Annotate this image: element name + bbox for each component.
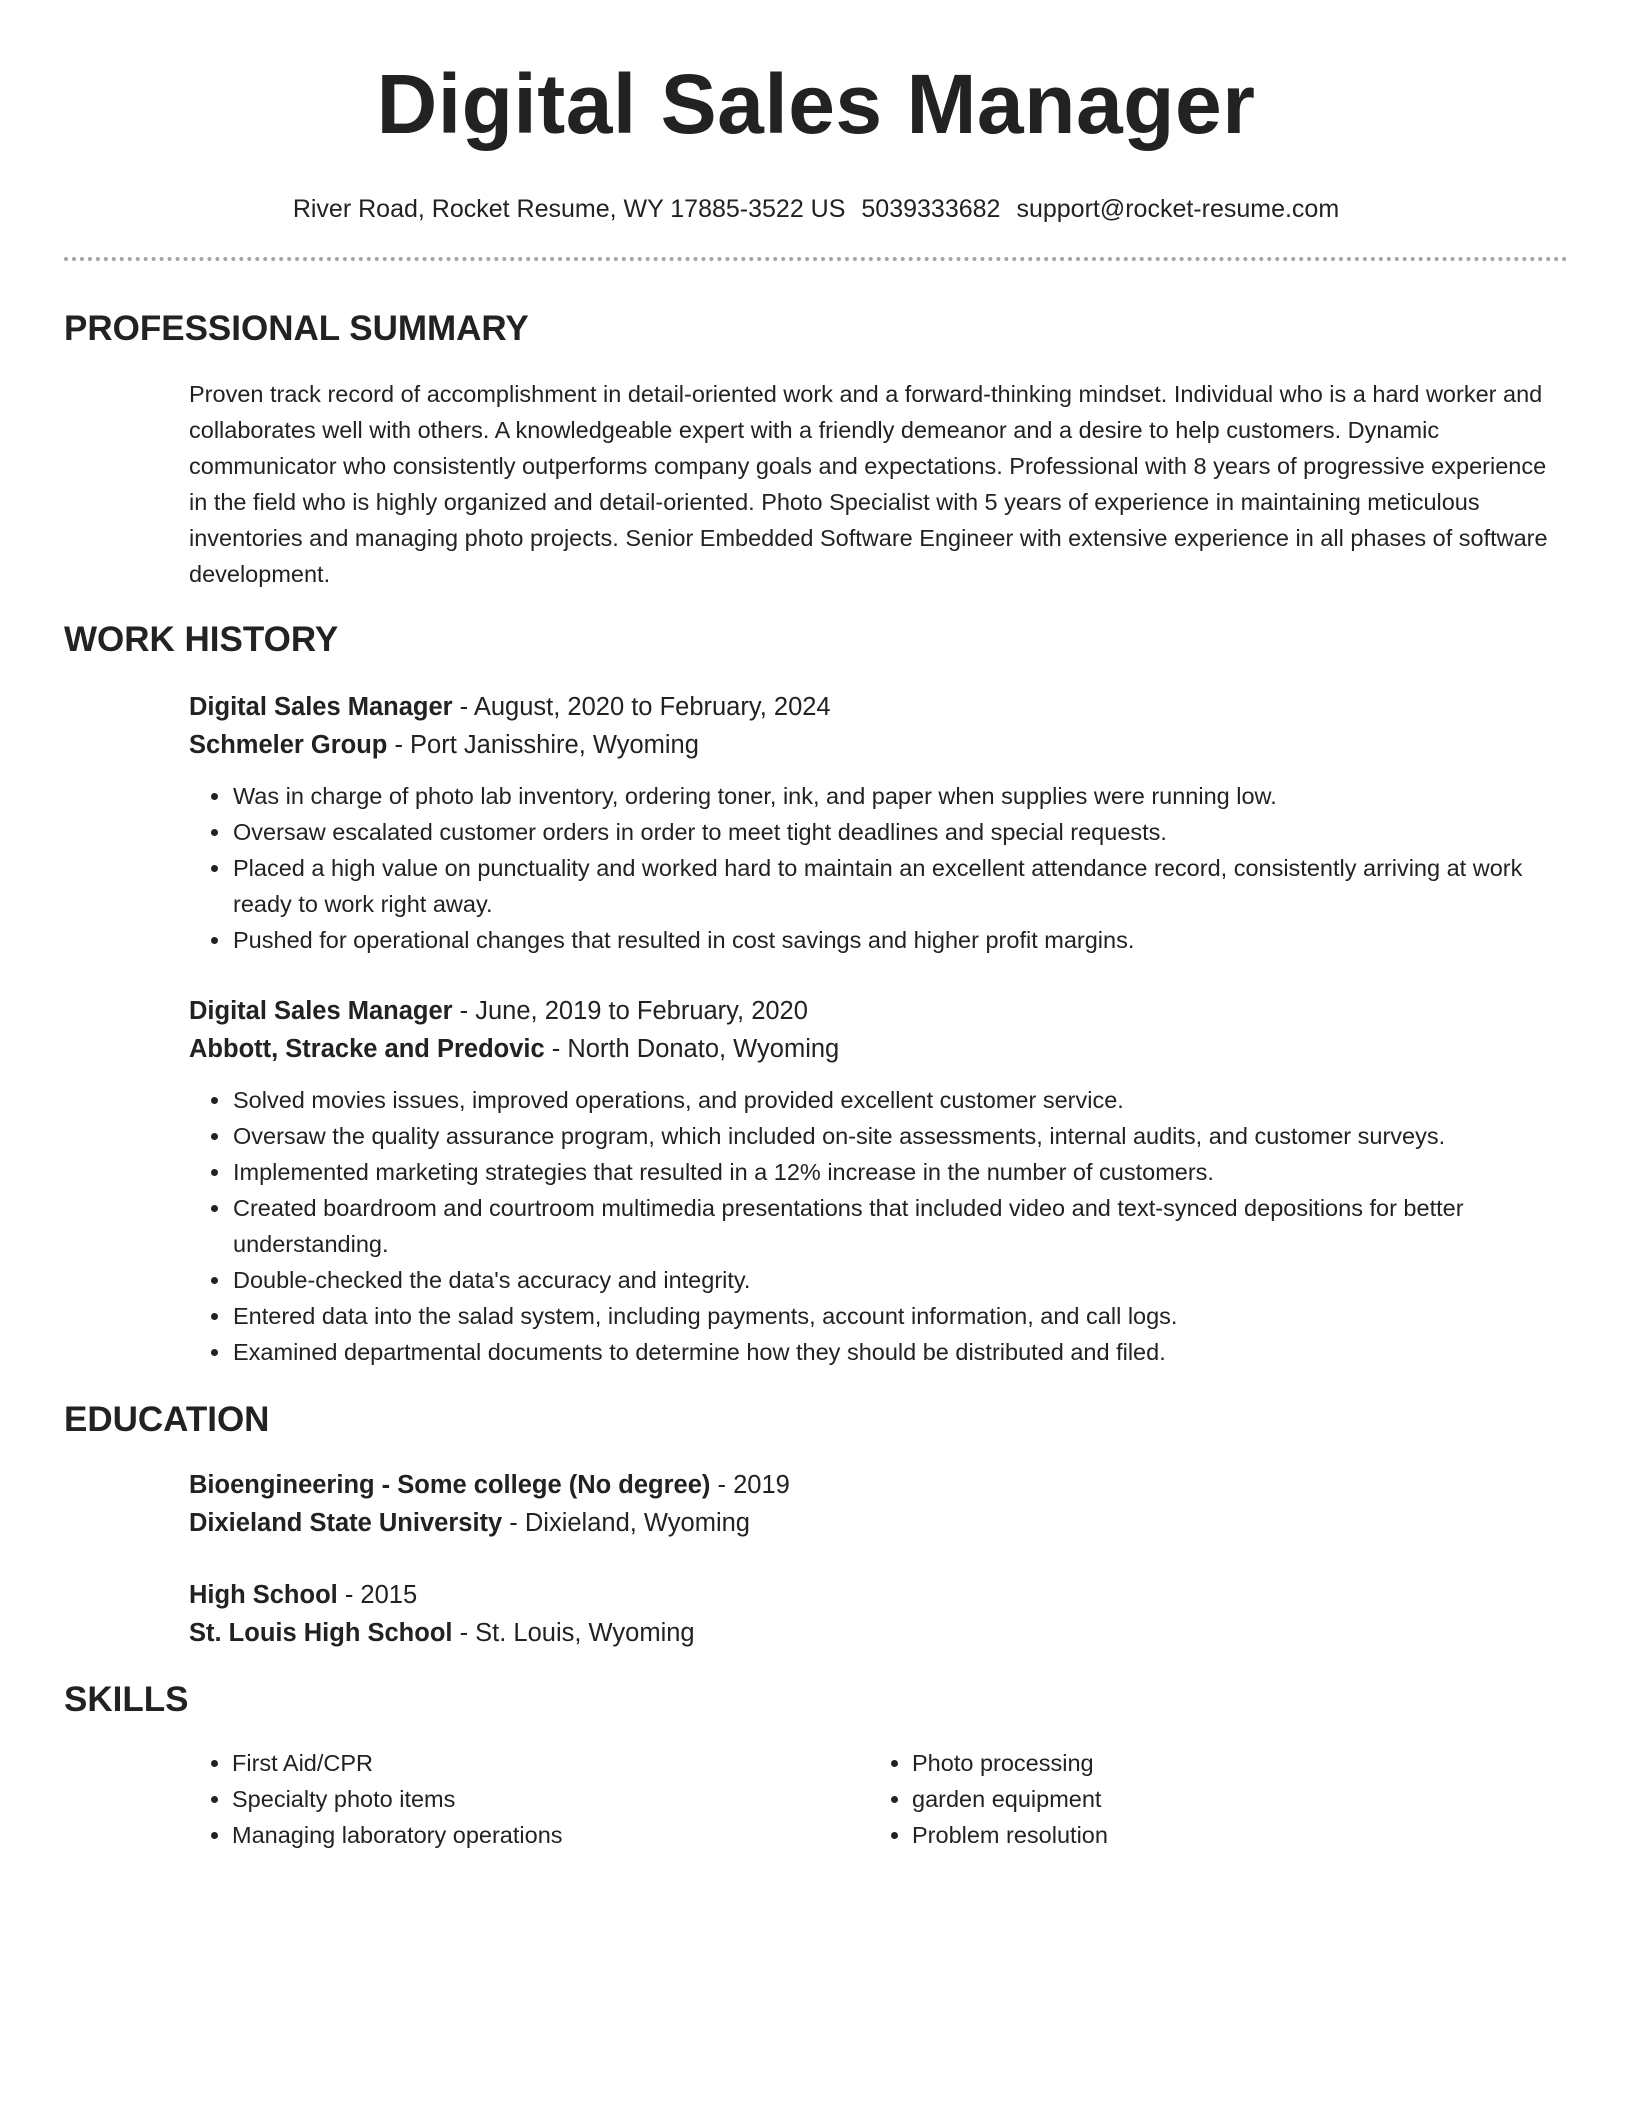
education-school: St. Louis High School (189, 1619, 453, 1647)
job-entry (189, 992, 1568, 1370)
education-location: - St. Louis, Wyoming (452, 1619, 695, 1647)
job-location: - Port Janisshire, Wyoming (387, 731, 699, 759)
job-company: Schmeler Group (189, 731, 388, 759)
contact-phone: 5039333682 (861, 195, 1001, 223)
education-degree-line (189, 1466, 1568, 1504)
header-divider (64, 257, 1568, 261)
contact-email: support@rocket-resume.com (1016, 195, 1340, 223)
education-entry (189, 1466, 1568, 1542)
job-bullet: • Was in charge of photo lab inventory, ordering toner, ink, and paper when supplies were running low. (232, 778, 1568, 814)
job-bullet: • Implemented marketing strategies that resulted in a 12% increase in the number of customers. (232, 1154, 1568, 1190)
skill-item: • Problem resolution (912, 1817, 1549, 1853)
skill-item: • First Aid/CPR (232, 1745, 869, 1781)
job-company: Abbott, Stracke and Predovic (189, 1035, 545, 1063)
education-heading: EDUCATION (64, 1400, 270, 1439)
job-company-line (189, 726, 1568, 764)
job-bullet: • Solved movies issues, improved operations, and provided excellent customer service. (232, 1082, 1568, 1118)
education-school-line (189, 1614, 1568, 1652)
education-location: - Dixieland, Wyoming (502, 1509, 750, 1537)
skills-heading: SKILLS (64, 1680, 189, 1719)
contact-line (64, 192, 1568, 226)
job-entry (189, 688, 1568, 958)
job-role: Digital Sales Manager (189, 997, 453, 1025)
job-dates: - June, 2019 to February, 2020 (452, 997, 808, 1025)
education-degree-line (189, 1576, 1568, 1614)
work-history-heading: WORK HISTORY (64, 620, 339, 659)
job-location: - North Donato, Wyoming (544, 1035, 840, 1063)
education-year: - 2015 (337, 1581, 418, 1609)
job-title-line (189, 992, 1568, 1030)
education-degree: Bioengineering - Some college (No degree) (189, 1471, 711, 1499)
job-bullet: • Pushed for operational changes that resulted in cost savings and higher profit margins. (232, 922, 1568, 958)
job-bullet: • Placed a high value on punctuality and worked hard to maintain an excellent attendance record, consistently arriving at work ready to work right away. (232, 850, 1568, 922)
summary-heading: PROFESSIONAL SUMMARY (64, 309, 529, 348)
skills-column-right (869, 1745, 1549, 1853)
job-dates: - August, 2020 to February, 2024 (452, 693, 831, 721)
skills-grid (189, 1745, 1568, 1853)
job-role: Digital Sales Manager (189, 693, 453, 721)
job-bullet: • Oversaw the quality assurance program, which included on-site assessments, internal audits, and customer surveys. (232, 1118, 1568, 1154)
skill-item: • Managing laboratory operations (232, 1817, 869, 1853)
job-bullets (189, 1082, 1568, 1370)
skill-item: • Photo processing (912, 1745, 1549, 1781)
section-skills (64, 1678, 1568, 1853)
job-bullet: • Oversaw escalated customer orders in order to meet tight deadlines and special requests. (232, 814, 1568, 850)
job-title-line (189, 688, 1568, 726)
section-summary (64, 307, 1568, 592)
job-bullet: • Double-checked the data's accuracy and integrity. (232, 1262, 1568, 1298)
summary-text: Proven track record of accomplishment in detail-oriented work and a forward-thinking mindset. Individual who is a hard worker and collaborates well with others. A knowledgeable expert with a friendly demeanor and a desire to help customers. Dynamic communicator who consistently outperforms company goals and expectations. Professional with 8 years of progressive experience in the field who is highly organized and detail-oriented. Photo Specialist with 5 years of experience in maintaining meticulous inventories and managing photo projects. Senior Embedded Software Engineer with extensive experience in all phases of software development. (189, 381, 1548, 587)
skill-item: • garden equipment (912, 1781, 1549, 1817)
section-work-history (64, 618, 1568, 1370)
skills-column-left (189, 1745, 869, 1853)
section-education (64, 1398, 1568, 1652)
job-bullet: • Created boardroom and courtroom multimedia presentations that included video and text-synced depositions for better understanding. (232, 1190, 1568, 1262)
education-entry (189, 1576, 1568, 1652)
education-school-line (189, 1504, 1568, 1542)
job-company-line (189, 1030, 1568, 1068)
job-bullet: • Entered data into the salad system, including payments, account information, and call logs. (232, 1298, 1568, 1334)
education-school: Dixieland State University (189, 1509, 503, 1537)
education-degree: High School (189, 1581, 338, 1609)
job-bullets (189, 778, 1568, 958)
contact-address: River Road, Rocket Resume, WY 17885-3522 US (292, 195, 846, 223)
job-bullet: • Examined departmental documents to determine how they should be distributed and filed. (232, 1334, 1568, 1370)
education-year: - 2019 (710, 1471, 790, 1499)
resume-name: Digital Sales Manager (376, 57, 1256, 151)
skill-item: • Specialty photo items (232, 1781, 869, 1817)
